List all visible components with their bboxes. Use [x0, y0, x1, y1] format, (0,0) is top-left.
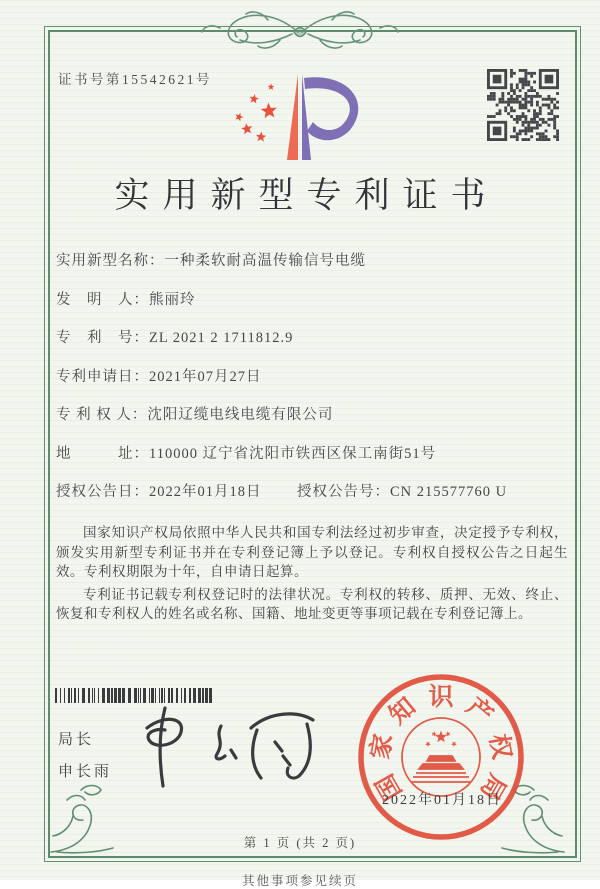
legal-paragraph-2: 专利证书记载专利权登记时的法律状况。专利权的转移、质押、无效、终止、恢复和专利权人的姓名或名称、国籍、地址变更等事项记载在专利登记簿上。 [56, 586, 568, 621]
official-seal-stamp [350, 666, 532, 848]
field-value: 一种柔软耐高温传输信号电缆 [164, 253, 366, 269]
director-title: 局长 [58, 732, 95, 748]
svg-text:权: 权 [484, 732, 516, 762]
director-name: 申长雨 [58, 764, 113, 780]
legal-text [56, 523, 568, 627]
field-row-patent-no [56, 328, 568, 367]
grant-date: 授权公告日：2022年01月18日 [56, 484, 262, 500]
svg-text:家: 家 [366, 732, 398, 762]
field-row-name [56, 251, 568, 290]
certificate-title: 实用新型专利证书 [114, 176, 499, 215]
svg-text:产: 产 [460, 693, 498, 730]
field-value: 2021年07月27日 [149, 368, 262, 385]
legal-paragraph-1: 国家知识产权局依照中华人民共和国专利法经过初步审查，决定授予专利权，颁发实用新型专利证书并在专利登记簿上予以登记。专利权自授权公告之日起生效。专利权期限为十年，自申请日起算。 [56, 525, 568, 579]
field-list [56, 251, 568, 521]
field-label: 专利申请日： [56, 368, 149, 385]
certificate-number: 证书号第15542621号 [58, 72, 212, 87]
grant-number: 授权公告号：CN 215577760 U [297, 484, 508, 500]
svg-text:识: 识 [428, 684, 454, 711]
field-row-grant [56, 482, 568, 521]
svg-text:局: 局 [474, 769, 511, 805]
svg-text:知: 知 [384, 693, 422, 730]
field-label: 发 明 人： [56, 291, 149, 308]
continuation-note: 其他事项参见续页 [241, 874, 358, 888]
field-value: ZL 2021 2 1711812.9 [149, 330, 294, 346]
field-value: 沈阳辽缆电线电缆有限公司 [147, 407, 334, 423]
field-label: 专 利 权 人： [56, 407, 148, 423]
qr-code [487, 69, 559, 141]
field-label: 专 利 号： [56, 330, 149, 346]
field-row-filing-date [56, 367, 568, 406]
field-label: 地 址： [56, 445, 149, 462]
field-row-inventor [56, 290, 568, 329]
seal-date: 2022年01月18日 [382, 793, 502, 808]
field-label: 实用新型名称： [56, 253, 165, 269]
field-row-address [56, 444, 568, 483]
page-number: 第 1 页 (共 2 页) [243, 836, 357, 850]
svg-text:国: 国 [371, 769, 408, 805]
field-value: 熊丽玲 [149, 291, 196, 308]
cnipa-logo-icon [224, 68, 376, 168]
field-value: 110000 辽宁省沈阳市铁西区保工南街51号 [149, 445, 437, 462]
director-signature [135, 698, 325, 793]
field-row-patentee [56, 405, 568, 444]
